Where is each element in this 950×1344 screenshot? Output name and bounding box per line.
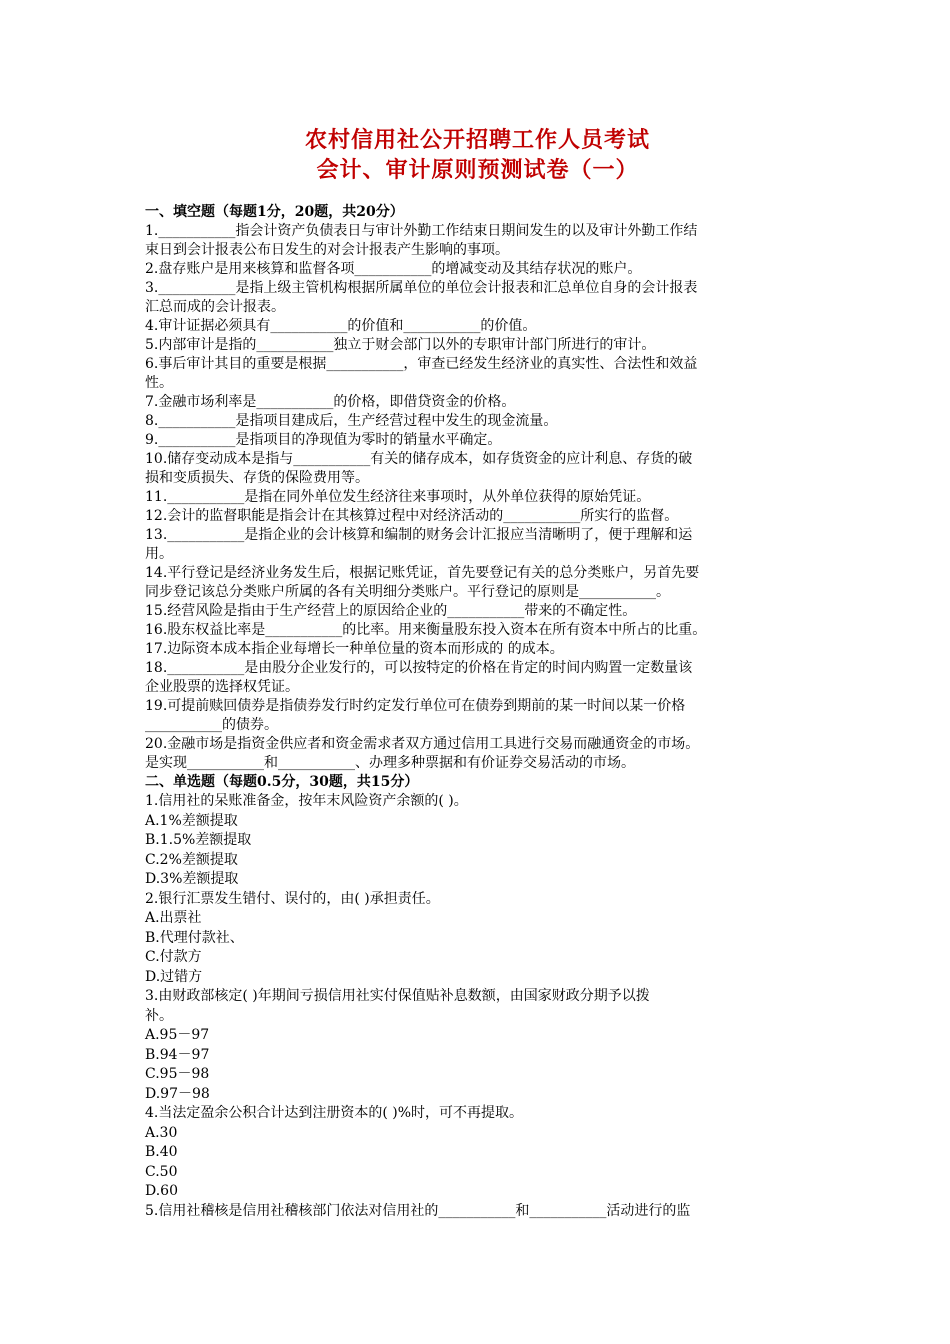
- text-line: 4.审计证据必须具有___________的价值和___________的价值。: [145, 318, 537, 334]
- single-choice-questions: [145, 792, 810, 1221]
- text-line: 18.___________是由股分企业发行的，可以按特定的价格在肯定的时间内购置一定数量该: [145, 660, 693, 676]
- text-line: 同步登记该总分类账户所属的各有关明细分类账户。平行登记的原则是___________。: [145, 584, 670, 600]
- section-heading-fill-blank: 一、填空题（每题1分，20题，共20分）: [145, 204, 404, 220]
- text-line: 用。: [145, 546, 173, 562]
- text-line: 16.股东权益比率是___________的比率。用来衡量股东投入资本在所有资本中所占的比重。: [145, 622, 707, 638]
- text-line: 6.事后审计其目的重要是根据___________，审查已经发生经济业的真实性、合法性和效益: [145, 356, 698, 372]
- text-line: 企业股票的选择权凭证。: [145, 679, 299, 695]
- text-line: 17.边际资本成本指企业每增长一种单位量的资本而形成的 的成本。: [145, 641, 564, 657]
- text-line: 损和变质损失、存货的保险费用等。: [145, 470, 369, 486]
- option-line: D.3%差额提取: [145, 871, 239, 887]
- text-line: 14.平行登记是经济业务发生后，根据记账凭证，首先要登记有关的总分类账户，另首先要: [145, 565, 700, 581]
- text-line: 5.内部审计是指的___________独立于财会部门以外的专职审计部门所进行的审计。: [145, 337, 656, 353]
- question-line: 2.银行汇票发生错付、误付的，由( )承担责任。: [145, 890, 440, 907]
- exam-page: [145, 125, 810, 1221]
- text-line: 束日到会计报表公布日发生的对会计报表产生影响的事项。: [145, 242, 509, 258]
- question-line: 5.信用社稽核是信用社稽核部门依法对信用社的___________和___________活动进行的监: [145, 1202, 691, 1219]
- question-line: 1.信用社的呆账准备金，按年末风险资产余额的( )。: [145, 793, 468, 809]
- option-line: B.94－97: [145, 1046, 210, 1063]
- fill-blank-questions: [145, 222, 810, 773]
- option-line: C.95－98: [145, 1066, 210, 1082]
- option-line: B.代理付款社、: [145, 929, 244, 946]
- option-line: D.97－98: [145, 1085, 210, 1102]
- option-line: B.40: [145, 1144, 178, 1160]
- section-heading-single-choice: 二、单选题（每题0.5分，30题，共15分）: [145, 774, 419, 790]
- text-line: 性。: [145, 375, 173, 391]
- text-line: 是实现___________和___________、办理多种票据和有价证券交易活动的市场。: [145, 755, 635, 771]
- text-line: 19.可提前赎回债券是指债券发行时约定发行单位可在债券到期前的某一时间以某一价格: [145, 698, 686, 714]
- option-line: D.过错方: [145, 968, 203, 985]
- text-line: 11.___________是指在同外单位发生经济往来事项时，从外单位获得的原始凭证。: [145, 489, 651, 505]
- text-line: 15.经营风险是指由于生产经营上的原因给企业的___________带来的不确定性。: [145, 603, 637, 619]
- text-line: 20.金融市场是指资金供应者和资金需求者双方通过信用工具进行交易而融通资金的市场。: [145, 736, 700, 752]
- option-line: A.1%差额提取: [145, 812, 238, 829]
- option-line: C.2%差额提取: [145, 851, 238, 868]
- option-line: A.95－97: [145, 1027, 210, 1043]
- option-line: B.1.5%差额提取: [145, 832, 252, 848]
- text-line: 2.盘存账户是用来核算和监督各项___________的增减变动及其结存状况的账户。: [145, 261, 642, 277]
- text-line: 1.___________指会计资产负债表日与审计外勤工作结束日期间发生的以及审计外勤工作结: [145, 223, 698, 239]
- question-line: 补。: [145, 1007, 173, 1024]
- option-line: A.30: [145, 1124, 178, 1141]
- text-line: 12.会计的监督职能是指会计在其核算过程中对经济活动的___________所实行的监督。: [145, 508, 679, 524]
- option-line: C.50: [145, 1163, 178, 1180]
- option-line: D.60: [145, 1183, 178, 1199]
- text-line: 7.金融市场利率是___________的价格，即借贷资金的价格。: [145, 394, 516, 410]
- text-line: 10.储存变动成本是指与___________有关的储存成本，如存货资金的应计利息、存货的破: [145, 451, 693, 467]
- option-line: C.付款方: [145, 949, 202, 965]
- title-line-2: 会计、审计原则预测试卷（一）: [316, 157, 639, 183]
- question-line: 3.由财政部核定( )年期间亏损信用社实付保值贴补息数额，由国家财政分期予以拨: [145, 988, 650, 1004]
- question-line: 4.当法定盈余公积合计达到注册资本的( )%时，可不再提取。: [145, 1105, 524, 1121]
- text-line: ___________的债券。: [145, 717, 278, 733]
- text-line: 汇总而成的会计报表。: [145, 299, 285, 315]
- option-line: A.出票社: [145, 910, 202, 926]
- text-line: 9.___________是指项目的净现值为零时的销量水平确定。: [145, 432, 502, 448]
- text-line: 8.___________是指项目建成后，生产经营过程中发生的现金流量。: [145, 413, 558, 429]
- title-line-1: 农村信用社公开招聘工作人员考试: [304, 127, 650, 153]
- text-line: 13.___________是指企业的会计核算和编制的财务会计汇报应当清晰明了，便于理解和运: [145, 527, 693, 543]
- text-line: 3.___________是指上级主管机构根据所属单位的单位会计报表和汇总单位自身的会计报表: [145, 280, 698, 296]
